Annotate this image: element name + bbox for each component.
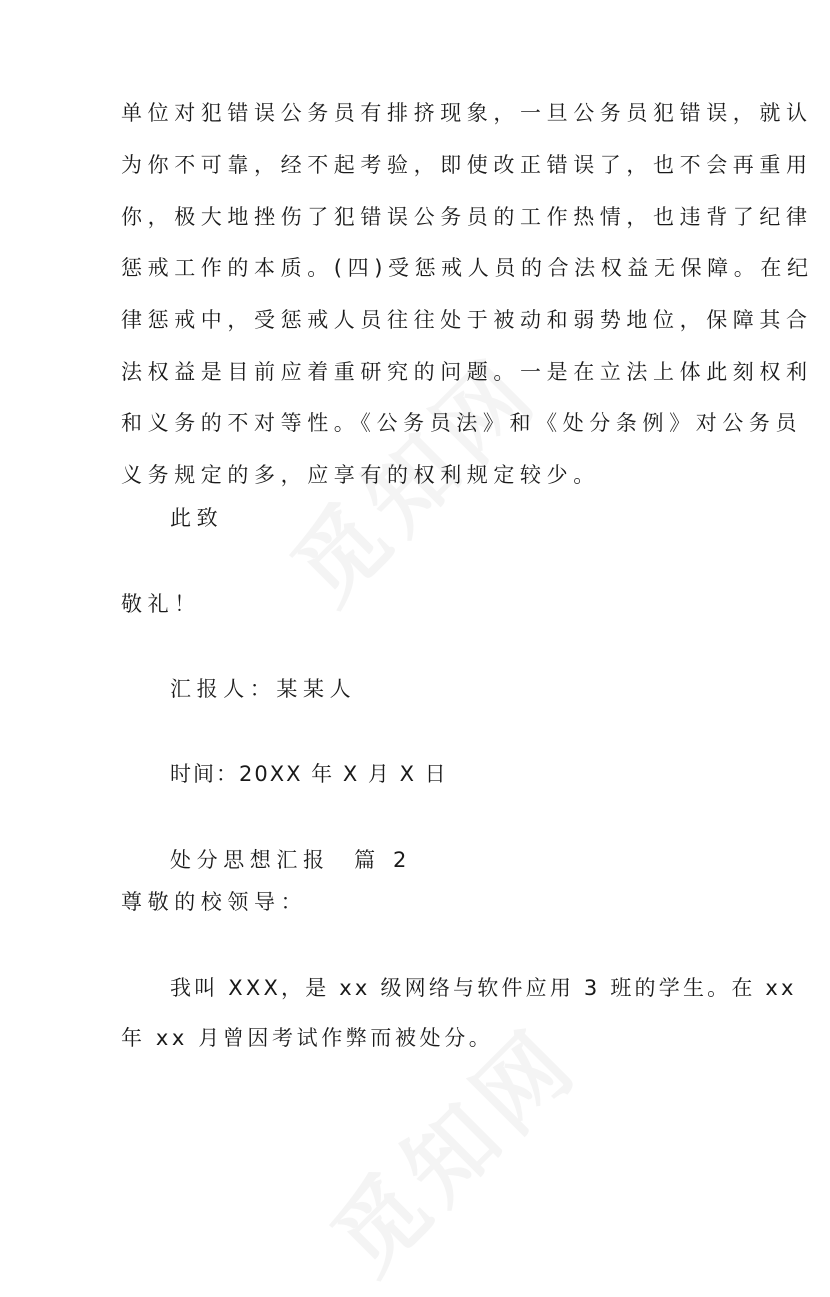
paragraph-line: 惩戒工作的本质。(四)受惩戒人员的合法权益无保障。在纪 — [121, 256, 814, 280]
closing: 此致 — [170, 506, 224, 530]
intro-line: 我叫 XXX，是 xx 级网络与软件应用 3 班的学生。在 xx — [170, 976, 797, 1000]
intro-line: 年 xx 月曾因考试作弊而被处分。 — [121, 1026, 494, 1050]
paragraph-line: 和义务的不对等性。《公务员法》和《处分条例》对公务员 — [121, 411, 803, 435]
reporter: 汇报人：某某人 — [170, 677, 357, 701]
greeting: 尊敬的校领导： — [121, 890, 308, 914]
paragraph-line: 义务规定的多，应享有的权利规定较少。 — [121, 463, 600, 487]
paragraph-line: 律惩戒中，受惩戒人员往往处于被动和弱势地位，保障其合 — [121, 308, 813, 332]
section-title: 处分思想汇报 篇 2 — [170, 848, 412, 872]
paragraph-line: 你，极大地挫伤了犯错误公务员的工作热情，也违背了纪律 — [121, 205, 813, 229]
paragraph-line: 单位对犯错误公务员有排挤现象，一旦公务员犯错误，就认 — [121, 101, 813, 125]
paragraph-line: 法权益是目前应着重研究的问题。一是在立法上体此刻权利 — [121, 360, 813, 384]
date: 时间：20XX 年 X 月 X 日 — [170, 762, 448, 786]
salute: 敬礼！ — [121, 592, 201, 616]
paragraph-line: 为你不可靠，经不起考验，即使改正错误了，也不会再重用 — [121, 153, 813, 177]
